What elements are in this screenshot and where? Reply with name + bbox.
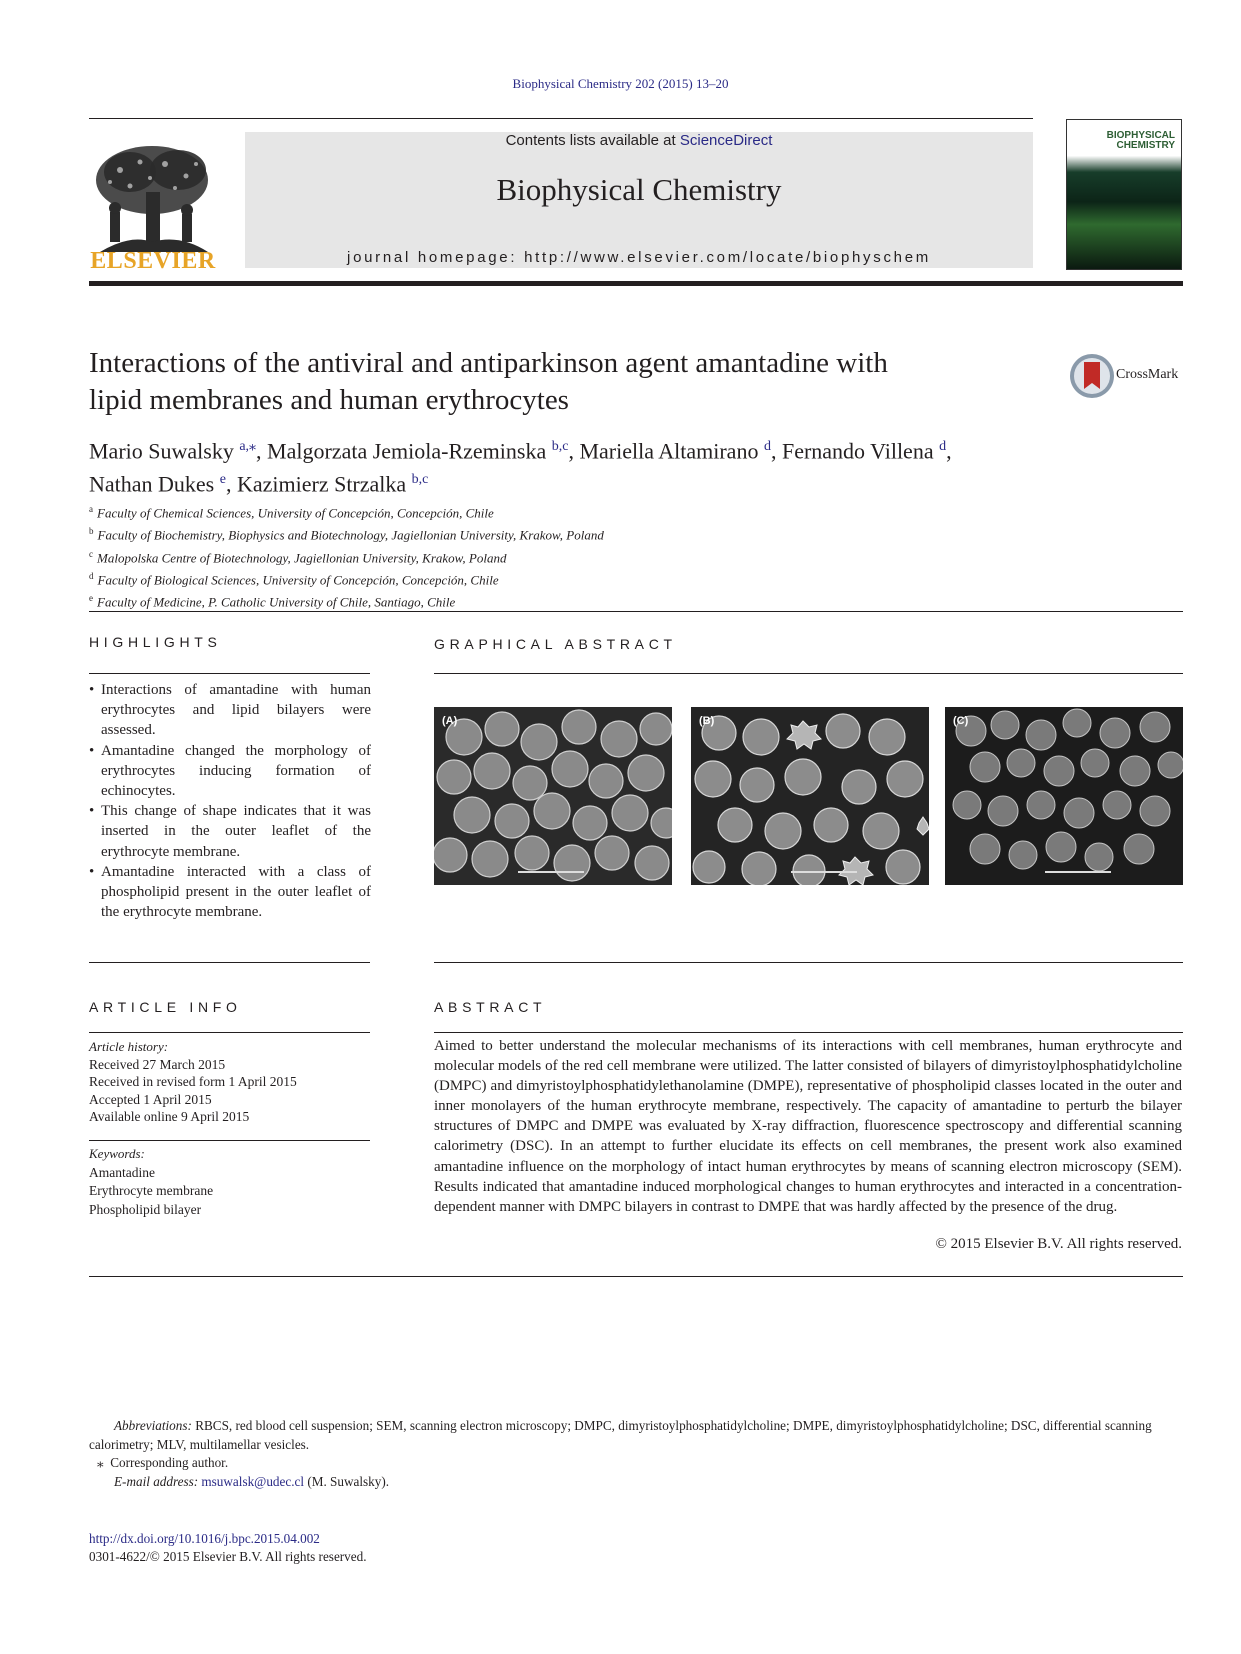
abstract-heading: ABSTRACT [434,999,547,1015]
affiliation-item [89,567,989,589]
article-info-rule [89,1032,370,1033]
article-info-heading: ARTICLE INFO [89,999,242,1015]
author-affiliation-marker[interactable]: d [763,439,771,454]
contents-prefix: Contents lists available at [505,132,680,149]
author-affiliation-marker[interactable]: d [939,439,947,454]
affiliation-key: d [89,570,94,581]
keywords-block [89,1145,369,1219]
author-name[interactable]: Malgorzata Jemiola-Rzeminska [267,438,547,464]
sem-image-b [691,707,929,885]
author-separator: , [225,471,237,497]
graphical-abstract-heading: GRAPHICAL ABSTRACT [434,636,677,652]
scale-bar-c [1045,871,1111,873]
panel-label-b: (B) [699,715,715,727]
affiliation-text: Faculty of Medicine, P. Catholic University of Chile, Santiago, Chile [97,594,456,610]
doi-block [89,1530,367,1566]
author-name[interactable]: Nathan Dukes [89,471,215,497]
graphical-abstract-bottom-rule [434,962,1183,963]
affiliation-item [89,545,989,567]
panel-label-c: (C) [953,715,969,727]
affiliation-key: a [89,504,93,514]
corresponding-footnote [89,1454,1183,1473]
abbreviations-label: Abbreviations: [114,1418,192,1433]
author-affiliation-marker[interactable]: b,c [551,439,569,454]
cover-title [1067,131,1181,151]
affiliation-text: Malopolska Centre of Biotechnology, Jagiellonian University, Krakow, Poland [97,549,507,565]
affiliation-item [89,522,989,544]
crossmark-label[interactable]: CrossMark [1116,367,1179,382]
header-top-rule [89,118,1033,119]
author-separator: , [946,438,952,464]
doi-link[interactable]: http://dx.doi.org/10.1016/j.bpc.2015.04.002 [89,1531,320,1546]
article-title [89,345,1019,419]
author-separator: , [770,438,782,464]
affiliation-key: e [89,593,93,604]
article-history [89,1038,369,1126]
keywords-rule [89,1140,370,1141]
journal-homepage-link[interactable]: journal homepage: http://www.elsevier.com/locate/biophyschem [347,249,931,266]
contents-line [245,132,1033,149]
sem-panel-b [691,707,929,885]
abstract-copyright: © 2015 Elsevier B.V. All rights reserved. [935,1236,1182,1252]
issn-line: 0301-4622/© 2015 Elsevier B.V. All rights reserved. [89,1549,367,1564]
highlights-list [89,680,371,922]
author-separator: , [568,438,580,464]
highlight-item: • Amantadine changed the morphology of erythrocytes inducing formation of echinocytes. [89,741,371,802]
affiliation-text: Faculty of Biochemistry, Biophysics and Biotechnology, Jagiellonian University, Krakow, Poland [97,527,604,543]
highlight-item: • Amantadine interacted with a class of phospholipid present in the outer leaflet of the erythrocyte membrane. [89,862,371,923]
author-name[interactable]: Mariella Altamirano [579,438,759,464]
crossmark-icon[interactable] [1069,353,1115,399]
footnotes [89,1417,1183,1491]
history-label: Article history: [89,1039,169,1054]
email-suffix: (M. Suwalsky). [304,1473,390,1489]
cover-title-line2: CHEMISTRY [1116,140,1175,151]
author-separator: , [256,438,268,464]
highlights-rule [89,673,370,674]
sem-panel-c [945,707,1183,885]
sem-panel-a [434,707,672,885]
scale-bar-a [518,871,584,873]
affiliation-item [89,500,989,522]
journal-masthead [245,132,1033,268]
email-link[interactable]: msuwalsk@udec.cl [201,1473,305,1489]
affiliations [89,500,989,612]
abbreviations-text: RBCS, red blood cell suspension; SEM, scanning electron microscopy; DMPC, dimyristoylphosphatidylcholine; DMPE, dimyristoylphosphatidylcholine; DSC, differential scanning calorimetry; MLV, multilamellar vesicles. [89,1418,1152,1452]
scale-bar-b [791,871,857,873]
front-matter-divider [89,611,1183,612]
article-title-line1: Interactions of the antiviral and antiparkinson agent amantadine with [89,347,888,379]
author-name[interactable]: Fernando Villena [781,438,934,464]
history-item: Accepted 1 April 2015 [89,1091,212,1107]
sciencedirect-link[interactable]: ScienceDirect [679,132,773,149]
keyword-item: Erythrocyte membrane [89,1183,214,1199]
highlights-heading: HIGHLIGHTS [89,634,222,650]
author-affiliation-marker[interactable]: b,c [411,472,429,488]
graphical-abstract-rule [434,673,1183,674]
author-affiliation-marker[interactable]: a,⁎ [239,439,257,454]
keyword-item: Amantadine [89,1164,155,1180]
journal-cover [1066,119,1182,270]
sem-image-a [434,707,672,885]
email-label: E-mail address: [114,1473,199,1489]
keyword-item: Phospholipid bilayer [89,1201,202,1217]
affiliation-key: b [89,526,94,537]
abstract-text: Aimed to better understand the molecular mechanisms of its interactions with cell membranes, human erythrocyte and molecular models of the red cell membrane were utilized. The latter consisted of bilayers of dimyristoylphosphatidylcholine (DMPC) and dimyristoylphosphatidylethanolamine (DMPE), representative of phospholipid classes located in the outer and inner monolayers of the human erythrocyte membrane, respectively. The capacity of amantadine to perturb the bilayer structures of DMPC and DMPE was evaluated by X-ray diffraction, fluorescence spectroscopy and differential scanning calorimetry (DSC). In an attempt to further elucidate its effects on cell membranes, the present work also examined amantadine influence on the morphology of intact human erythrocytes by means of scanning electron microscopy (SEM). Results indicated that amantadine induced morphological changes to human erythrocytes and interacted in a concentration-dependent manner with DMPC bilayers in contrast to DMPE that was hardly affected by the presence of the drug. [434,1038,1182,1215]
affiliation-text: Faculty of Biological Sciences, University of Concepción, Concepción, Chile [97,572,499,588]
keywords-label: Keywords: [89,1146,145,1161]
journal-name: Biophysical Chemistry [496,172,782,207]
highlights-bottom-rule [89,962,370,963]
affiliation-item [89,589,989,611]
history-item: Received in revised form 1 April 2015 [89,1074,297,1090]
abstract-rule [434,1032,1183,1033]
cover-title-line1: BIOPHYSICAL [1106,130,1175,141]
corresponding-text: Corresponding author. [110,1455,229,1470]
author-list [89,432,1089,499]
author-name[interactable]: Kazimierz Strzalka [236,471,407,497]
affiliation-key: c [89,548,93,559]
author-affiliation-marker[interactable]: e [219,472,226,488]
affiliation-text: Faculty of Chemical Sciences, University of Concepción, Concepción, Chile [97,505,494,521]
publisher-name: ELSEVIER [90,248,216,274]
corresponding-mark: ⁎ [97,1455,104,1470]
history-item: Received 27 March 2015 [89,1056,226,1072]
history-item: Available online 9 April 2015 [89,1109,250,1125]
header-bottom-rule [89,281,1183,286]
email-footnote [89,1473,1183,1492]
panel-label-a: (A) [442,715,458,727]
abstract-bottom-rule [89,1276,1183,1277]
highlight-item: • Interactions of amantadine with human erythrocytes and lipid bilayers were assessed. [89,680,371,741]
journal-citation[interactable]: Biophysical Chemistry 202 (2015) 13–20 [512,76,729,91]
author-name[interactable]: Mario Suwalsky [89,438,234,464]
highlight-item: • This change of shape indicates that it was inserted in the outer leaflet of the erythrocyte membrane. [89,801,371,862]
sem-image-c [945,707,1183,885]
abbreviations-footnote [89,1417,1183,1454]
article-title-line2: lipid membranes and human erythrocytes [89,384,569,416]
